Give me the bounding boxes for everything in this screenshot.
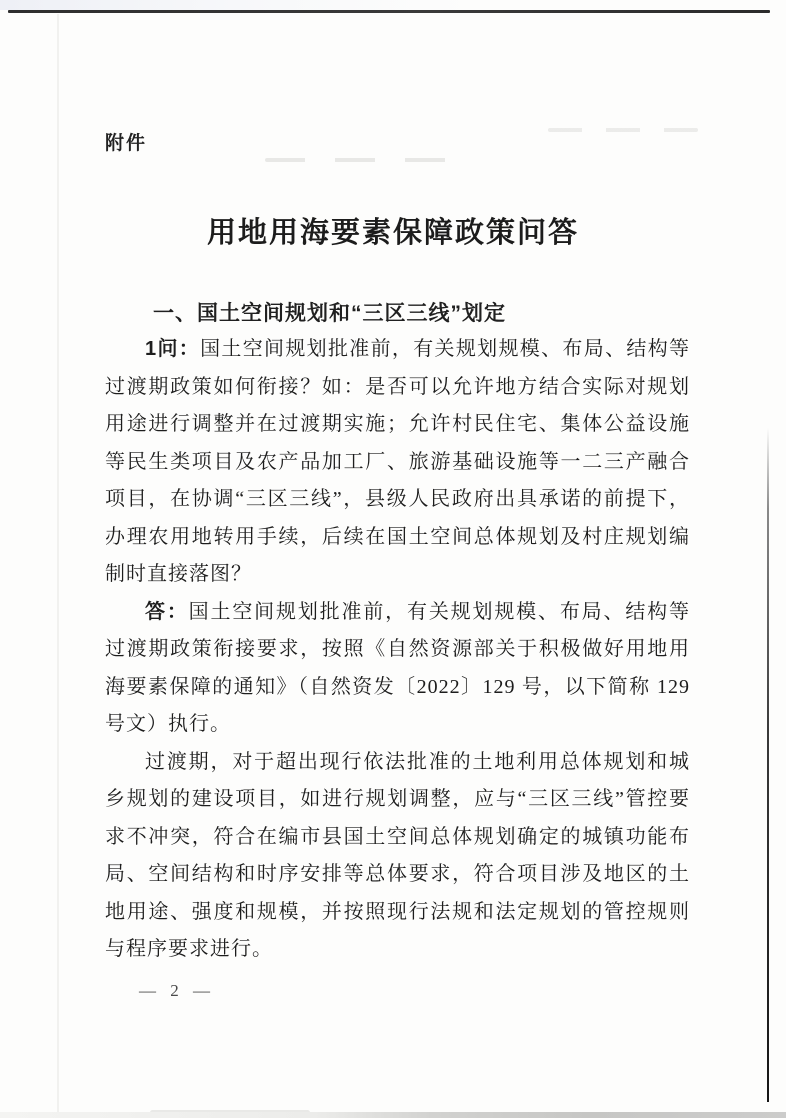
document-body [105, 331, 690, 1009]
scan-bottom-edge [0, 1112, 786, 1118]
scan-right-edge-line [767, 428, 769, 1102]
scan-smudge [265, 158, 475, 162]
question-text: 国土空间规划批准前，有关规划规模、布局、结构等过渡期政策如何衔接？如：是否可以允许地方结合实际对规划用途进行调整并在过渡期实施；允许村民住宅、集体公益设施等民生类项目及农产品加工厂、旅游基础设施等一二三产融合项目，在协调“三区三线”，县级人民政府出具承诺的前提下，办理农用地转用手续，后续在国土空间总体规划及村庄规划编制时直接落图？ [105, 338, 691, 585]
answer-paragraph-2 [105, 744, 690, 969]
question-paragraph [105, 331, 690, 594]
page-number: — 2 — [139, 980, 215, 1000]
question-lead: 1问： [145, 338, 201, 360]
scan-smudge [548, 128, 698, 132]
scan-left-page-edge [57, 14, 59, 1114]
section-heading: 一、国土空间规划和“三区三线”划定 [153, 302, 506, 325]
answer-text-1: 国土空间规划批准前，有关规划规模、布局、结构等过渡期政策衔接要求，按照《自然资源部关于积极做好用地用海要素保障的通知》（自然资发〔2022〕129 号，以下简称 129 号文）执行。 [105, 600, 691, 735]
answer-lead: 答： [145, 600, 189, 623]
answer-paragraph-1 [105, 594, 690, 744]
answer-text-2: 过渡期，对于超出现行依法批准的土地利用总体规划和城乡规划的建设项目，如进行规划调整，应与“三区三线”管控要求不冲突，符合在编市县国土空间总体规划确定的城镇功能布局、空间结构和时序安排等总体要求，符合项目涉及地区的土地用途、强度和规模，并按照现行法规和法定规划的管控规则与程序要求进行。 [105, 750, 690, 960]
scan-top-edge-tint [0, 0, 786, 10]
attachment-label: 附件 [105, 133, 148, 154]
scan-top-edge-line [8, 10, 770, 13]
document-title: 用地用海要素保障政策问答 [206, 217, 579, 249]
